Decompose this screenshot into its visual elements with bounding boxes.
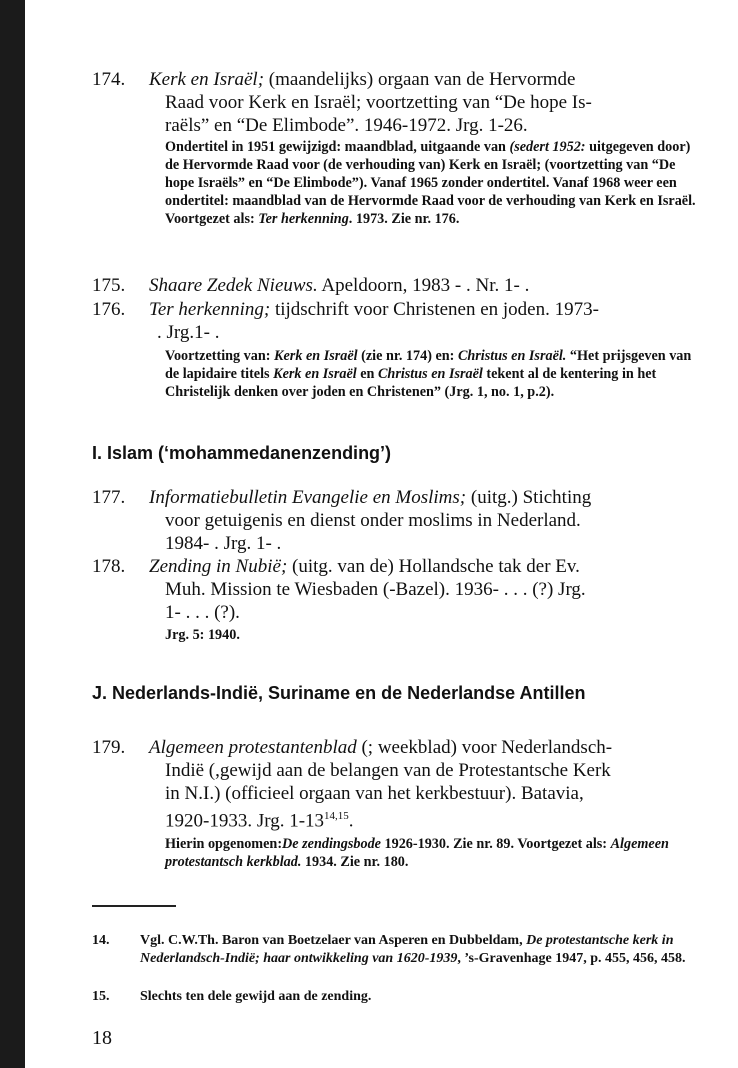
entry-179 [92,736,698,871]
entry-text: (; weekblad) voor Nederlandsch- [356,737,613,758]
entry-heading [149,298,699,321]
footnote-text: Slechts ten dele gewijd aan de zending. [140,989,372,1004]
entry-continuation [92,68,698,228]
entry-line: Muh. Mission te Wiesbaden (-Bazel). 1936- . . . (?) Jrg. [165,579,586,600]
footnote-15 [92,988,698,1006]
entry-176 [92,298,698,401]
binding-edge [0,0,25,1068]
entry-title: Kerk en Israël; [149,69,265,90]
section-heading-islam: I. Islam (‘mohammedanenzending’) [92,443,392,463]
entry-text: (uitg. van de) Hollandsche tak der Ev. [287,556,580,577]
entry-heading [149,68,699,91]
footnote-text: Vgl. C.W.Th. Baron van Boetzelaer van Asperen en Dubbeldam, De protestantsche kerk in Nederlandsch-Indië; haar ontwikkeling van 1620-1939, ’s-Gravenhage 1947, p. 455, 456, 458. [140,933,686,966]
entry-line: Raad voor Kerk en Israël; voortzetting van “De hope Is- [165,92,592,113]
entry-title: Ter herkenning; [149,299,271,320]
entry-177 [92,486,698,555]
entry-heading [149,555,699,578]
entry-title: Algemeen protestantenblad [149,737,357,758]
entry-title: Zending in Nubië; [149,556,288,577]
entry-number: 177. [92,487,126,508]
footnote-number: 14. [92,933,110,948]
entry-174 [92,68,698,228]
section-heading-nederlands-indie: J. Nederlands-Indië, Suriname en de Nederlandse Antillen [92,683,586,703]
entry-number: 174. [92,69,126,90]
entry-line: 1- . . . (?). [165,602,240,623]
entry-number: 176. [92,299,126,320]
entry-number: 175. [92,275,126,296]
entry-heading [149,274,699,297]
entry-line: . Jrg.1- . [157,322,220,343]
entry-number: 179. [92,737,126,758]
entry-note: Jrg. 5: 1940. [165,627,240,643]
footnote-14 [92,932,698,968]
entry-line: 1984- . Jrg. 1- . [165,533,282,554]
entry-text: (maandelijks) orgaan van de Hervormde [264,69,576,90]
entry-title: Shaare Zedek Nieuws. [149,275,318,296]
entry-line: raëls” en “De Elimbode”. 1946-1972. Jrg. 1-26. [165,115,528,136]
entry-number: 178. [92,556,126,577]
entry-line: voor getuigenis en dienst onder moslims in Nederland. [165,510,581,531]
footnote-number: 15. [92,989,110,1004]
entry-note-continuation: Voortgezet als: Ter herkenning. 1973. Zie nr. 176. [165,211,460,227]
entry-note: Hierin opgenomen:De zendingsbode 1926-1930. Zie nr. 89. Voortgezet als: Algemeen protestantsch kerkblad. 1934. Zie nr. 180. [165,836,669,871]
entry-text: tijdschrift voor Christenen en joden. 1973- [270,299,599,320]
entry-line: 1920-1933. Jrg. 1-13$^{14,15}$. [165,810,354,832]
entry-178 [92,555,698,644]
entry-text: (uitg.) Stichting [466,487,592,508]
entry-line: Indië (,gewijd aan de belangen van de Protestantsche Kerk [165,760,611,781]
entry-heading [149,736,699,759]
entry-text: Apeldoorn, 1983 - . Nr. 1- . [317,275,530,296]
entry-note: Voortzetting van: Kerk en Israël (zie nr. 174) en: Christus en Israël. “Het prijsgeven van de lapidaire titels Kerk en Israël en Christus en Israël tekent al de kentering in het Christelijk denken over joden en Christenen” (Jrg. 1, no. 1, p.2). [165,348,692,400]
entry-title: Informatiebulletin Evangelie en Moslims; [149,487,467,508]
entry-note: Ondertitel in 1951 gewijzigd: maandblad, uitgaande van (sedert 1952: uitgegeven door) de Hervormde Raad voor (de verhouding van) Kerk en Israël; (voortzetting van “De hope Israëls” en “De Elimbode”). Vanaf 1965 zonder ondertitel. Vanaf 1968 weer een ondertitel: maandblad van de Hervormde Raad voor de verhouding van Kerk en Israël. [165,139,696,209]
footnote-reference: 14,15 [324,810,349,822]
page-number: 18 [92,1027,112,1049]
entry-heading [149,486,699,509]
footnote-divider [92,905,176,907]
entry-line: in N.I.) (officieel orgaan van het kerkbestuur). Batavia, [165,783,584,804]
